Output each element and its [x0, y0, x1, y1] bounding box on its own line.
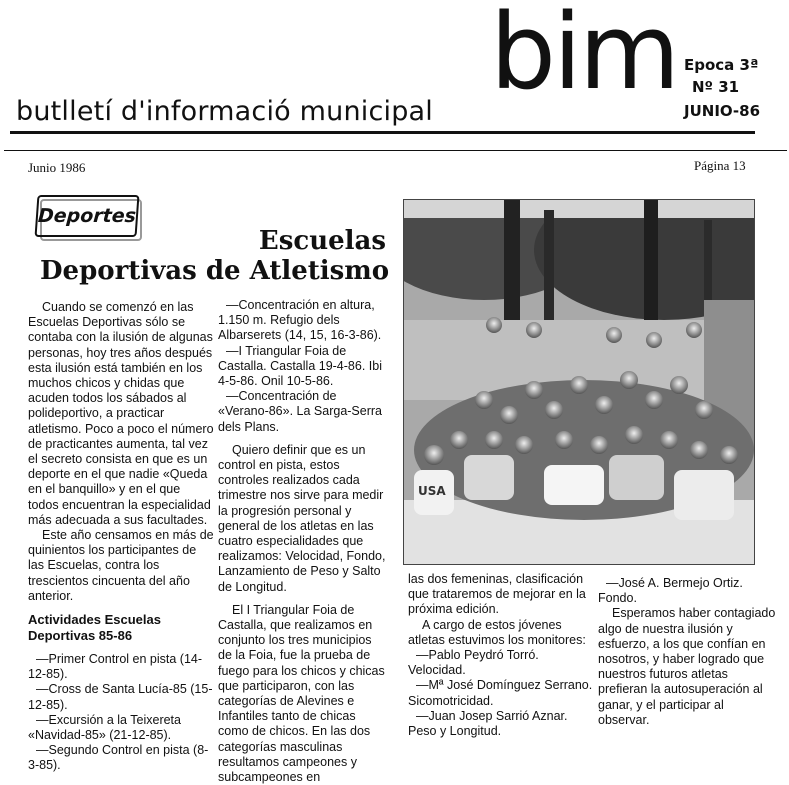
col3-paragraph-2: A cargo de estos jóvenes atletas estuvimos los monitores: [408, 617, 586, 647]
activities-subhead-line1: Actividades Escuelas [28, 612, 161, 628]
col1-paragraph-1: Cuando se comenzó en las Escuelas Deportivas sólo se contaba con la ilusión de algunas personas, hoy tres años después esta ilusión está también en los muchos chicos y chidas que acuden todos los sábados al polideportivo, a practicar atletismo. Poco a poco el número de practicantes aumenta, tal vez el secreto consista en que es un deporte en el que nadie «Queda en el banquillo» y en el que todos encuentran la especialidad más adecuada a sus facultades. [28, 300, 214, 527]
activity-item: —I Triangular Foia de Castalla. Castalla 19-4-86. Ibi 4-5-86. Onil 10-5-86. [218, 343, 382, 389]
masthead-subtitle: butlletí d'informació municipal [16, 96, 434, 127]
col2-paragraph-1: Quiero definir que es un control en pista, estos controles realizados cada trimestre nos sirve para medir la progresión personal y general de los atletas en las cuatro especialidades que realizamos: Velocidad, Fondo, Lanzamiento de Peso y Salto de Longitud. [218, 442, 386, 594]
photo-frame [404, 200, 754, 564]
monitor-item: —Mª José Domínguez Serrano. Sicomotricidad. [408, 678, 593, 708]
page-date: Junio 1986 [28, 160, 86, 175]
activity-item: —Concentración en altura, 1.150 m. Refugio dels Albarserets (14, 15, 16-3-86). [218, 298, 382, 343]
col1-paragraph-2: Este año censamos en más de quinientos los participantes de las Escuelas, contra los trescientos cincuenta del año anterior. [28, 528, 214, 603]
col3-paragraph-1: las dos femeninas, clasificación que trataremos de mejorar en la próxima edición. [408, 572, 586, 617]
masthead-rule [10, 131, 755, 134]
column-2 [218, 298, 386, 785]
activity-item: —Concentración de «Verano-86». La Sarga-Serra dels Plans. [218, 389, 382, 434]
activities-subhead-line2: Deportivas 85-86 [28, 628, 133, 644]
activity-item: —Excursión a la Teixereta «Navidad-85» (21-12-85). [28, 712, 181, 743]
headline-line2: Deportivas de Atletismo [40, 256, 390, 286]
monitor-item: —Pablo Peydró Torró. Velocidad. [408, 648, 539, 678]
column-3 [408, 572, 594, 739]
section-badge: Deportes [35, 195, 140, 237]
activity-item: —Segundo Control en pista (8-3-85). [28, 743, 209, 773]
column-4 [598, 576, 778, 728]
masthead-logo: bim [490, 0, 678, 113]
edition-date: JUNIO-86 [684, 102, 761, 120]
monitor-item: —Juan Josep Sarrió Aznar. Peso y Longitud. [408, 708, 568, 739]
page-number: Página 13 [694, 158, 746, 173]
page-rule [4, 150, 787, 151]
column-1 [28, 300, 214, 774]
edition-number: Nº 31 [692, 78, 740, 96]
edition-epoch: Epoca 3ª [684, 56, 759, 74]
shirt-text: USA [418, 484, 446, 498]
monitor-item: —José A. Bermejo Ortiz. Fondo. [598, 576, 743, 606]
col2-paragraph-2: El I Triangular Foia de Castalla, que realizamos en conjunto los tres municipios de la Foia, fue la prueba de fuego para los chicos y chicas que participaron, con las categorías de Alevines e Infantiles tanto de chicas como de chicos. En las dos categorías masculinas resultamos campeones y subcampeones en [218, 602, 385, 785]
activity-item: —Cross de Santa Lucía-85 (15-12-85). [28, 682, 213, 712]
activity-item: —Primer Control en pista (14-12-85). [28, 652, 203, 682]
headline-line1: Escuelas [258, 226, 386, 256]
col4-paragraph-1: Esperamos haber contagiado algo de nuestra ilusión y esfuerzo, a los que confían en nosotros, y haber logrado que nuestros futuros atletas prefieran la autosuperación al ganar, y el participar al observar. [598, 606, 776, 727]
